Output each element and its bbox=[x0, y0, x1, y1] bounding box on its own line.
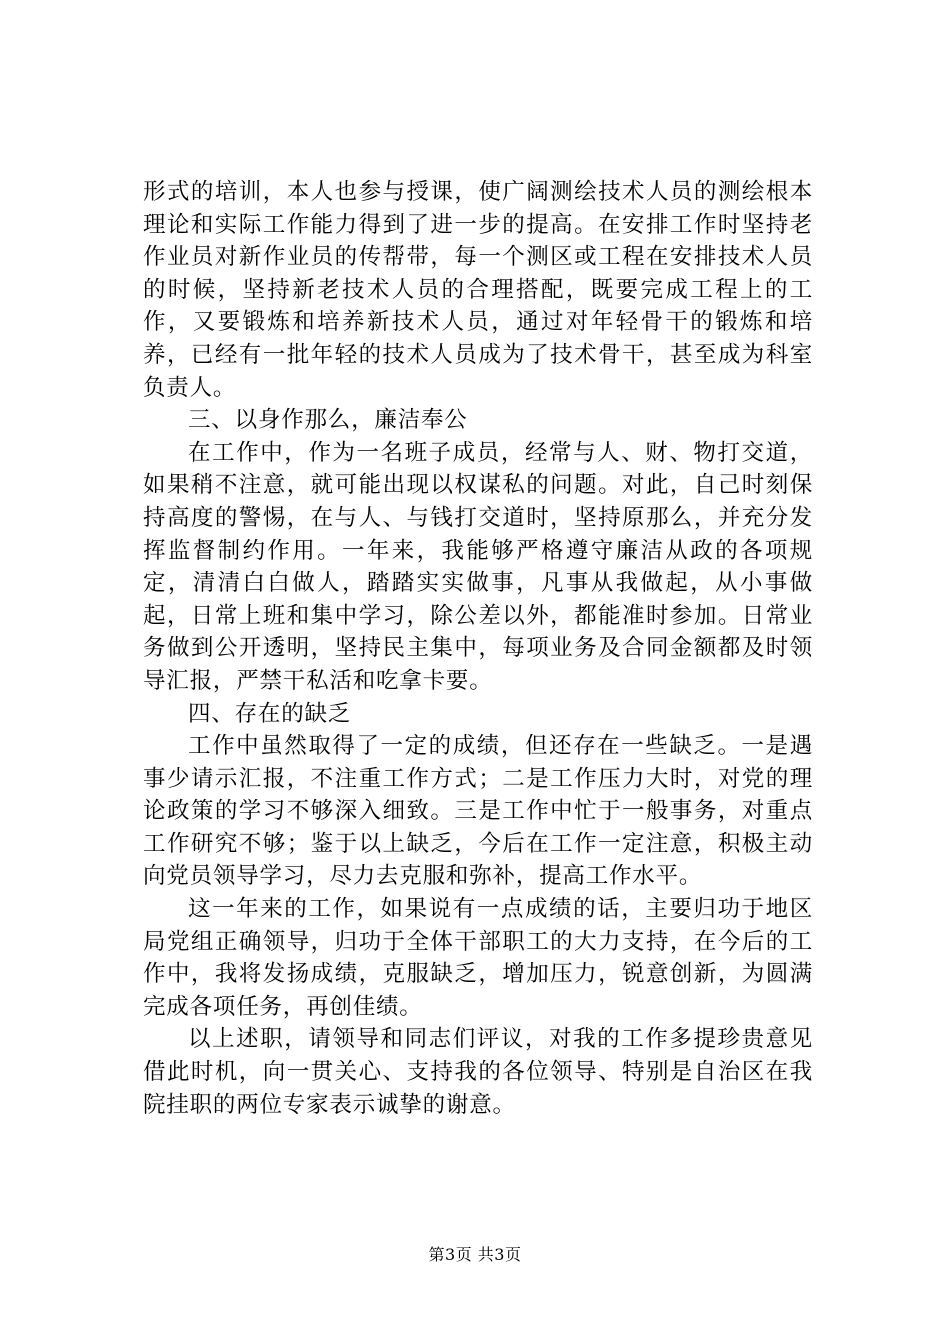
paragraph-thanks: 以上述职，请领导和同志们评议，对我的工作多提珍贵意见借此时机，向一贯关心、支持我的各位领导、特别是自治区在我院挂职的两位专家表示诚挚的谢意。 bbox=[143, 1026, 813, 1118]
section-heading-three: 三、以身作那么，廉洁奉公 bbox=[188, 407, 468, 434]
page-number-footer: 第3页 共3页 bbox=[428, 1245, 522, 1264]
paragraph-shortcomings: 工作中虽然取得了一定的成绩，但还存在一些缺乏。一是遇事少请示汇报，不注重工作方式；二是工作压力大时，对党的理论政策的学习不够深入细致。三是工作中忙于一般事务，对重点工作研究不够；鉴于以上缺乏，今后在工作一定注意，积极主动向党员领导学习，尽力去克服和弥补，提高工作水平。 bbox=[143, 733, 813, 890]
paragraph-summary: 这一年来的工作，如果说有一点成绩的话，主要归功于地区局党组正确领导，归功于全体干部职工的大力支持，在今后的工作中，我将发扬成绩，克服缺乏，增加压力，锐意创新，为圆满完成各项任务，再创佳绩。 bbox=[143, 896, 813, 1020]
paragraph-integrity: 在工作中，作为一名班子成员，经常与人、财、物打交道，如果稍不注意，就可能出现以权谋私的问题。对此，自己时刻保持高度的警惕，在与人、与钱打交道时，坚持原那么，并充分发挥监督制约作用。一年来，我能够严格遵守廉洁从政的各项规定，清清白白做人，踏踏实实做事，凡事从我做起，从小事做起，日常上班和集中学习，除公差以外，都能准时参加。日常业务做到公开透明，坚持民主集中，每项业务及合同金额都及时领导汇报，严禁干私活和吃拿卡要。 bbox=[143, 439, 813, 694]
paragraph-training-continued: 形式的培训，本人也参与授课，使广阔测绘技术人员的测绘根本理论和实际工作能力得到了进一步的提高。在安排工作时坚持老作业员对新作业员的传帮带，每一个测区或工程在安排技术人员的时候，坚持新老技术人员的合理搭配，既要完成工程上的工作，又要锻炼和培养新技术人员，通过对年轻骨干的锻炼和培养，已经有一批年轻的技术人员成为了技术骨干，甚至成为科室负责人。 bbox=[143, 179, 813, 401]
document-body bbox=[143, 176, 813, 1121]
section-heading-four: 四、存在的缺乏 bbox=[188, 700, 352, 727]
